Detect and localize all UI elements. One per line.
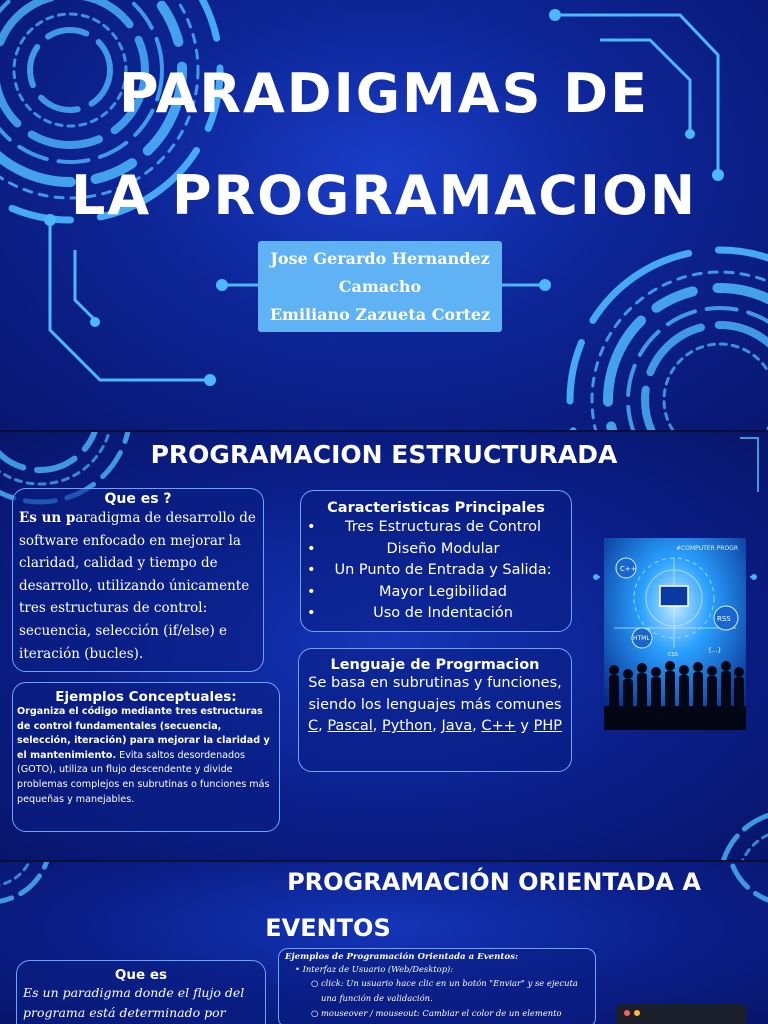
monitor-icon [660,586,688,606]
lang-link-java[interactable]: Java [441,718,473,734]
language-title: Lenguaje de Progrmacion [330,657,540,673]
language-box [298,648,572,772]
section-heading-line-1: PROGRAMACIÓN ORIENTADA A [287,868,701,896]
comma: , [472,718,477,734]
lang-link-cpp[interactable]: C++ [481,718,516,734]
label-code: {...} [708,647,722,654]
list-item: • Diseño Modular [301,539,571,561]
comma: , [432,718,437,734]
label-cpp: C++ [620,565,637,573]
event-example-sub: ○ mouseover / mouseout: Cambiar el color de un elemento [311,1008,562,1018]
language-intro: Se basa en subrutinas y funciones, siendo los lenguajes más comunes [308,675,562,713]
what-is-title: Que es [114,967,168,983]
label-css: CSS [668,652,678,658]
event-example-sub-text: click: Un usuario hace clic en un botón "Enviar" y se ejecuta [320,978,578,988]
what-is-body: aradigma de desarrollo de software enfocado en mejorar la claridad, calidad y tiempo de desarrollo, utilizando únicamente tres estructuras de control: secuencia, selección (if/else) e iteración (bucles). [19,510,256,662]
lang-link-pascal[interactable]: Pascal [327,718,373,734]
label-rss: RSS [717,615,731,623]
section-heading-line-2: EVENTOS [265,914,391,942]
event-example-label: Interfaz de Usuario (Web/Desktop): [302,964,454,974]
what-is-text [17,983,265,1023]
features-list [301,517,571,625]
comma: , [372,718,378,734]
conjunction: y [520,718,529,734]
language-text [299,673,571,738]
what-is-lead: Es un p [19,510,76,526]
event-examples-box [278,948,596,1024]
comma: , [318,718,323,734]
window-minimize-icon [634,1010,640,1016]
author-line: Jose Gerardo Hernandez [270,249,490,268]
list-item: • Mayor Legibilidad [301,582,571,604]
lang-link-python[interactable]: Python [381,718,433,734]
what-is-text [13,507,263,665]
list-item: • Uso de Indentación [301,603,571,625]
event-example-sub-text: mouseover / mouseout: Cambiar el color de un elemento [320,1008,562,1018]
author-line: Emiliano Zazueta Cortez [269,305,491,324]
event-example-sub: ○ click: Un usuario hace clic en un botón "Enviar" y se ejecuta [311,978,578,988]
what-is-box [16,960,266,1024]
label-html: HTML [633,635,650,642]
what-is-box [12,488,264,672]
what-is-line: programa está determinado por [23,1005,226,1020]
features-box [300,490,572,632]
author-line: Camacho [338,277,422,296]
event-example-item: • Interfaz de Usuario (Web/Desktop): [295,964,454,974]
title-slide [0,0,768,430]
examples-title: Ejemplos Conceptuales: [55,689,237,705]
code-window [616,1004,746,1024]
event-example-sub-cont: una función de validación. [321,993,433,1003]
image-caption: #COMPUTER PROGR [676,545,738,552]
section-heading: PROGRAMACION ESTRUCTURADA [150,440,618,469]
lang-link-php[interactable]: PHP [533,718,562,734]
event-examples-title: Ejemplos de Programación Orientada a Eventos: [285,952,519,962]
examples-body-main: Organiza el código mediante tres estructuras de control fundamentales (secuencia, selección, iteración) para mejorar la claridad y el mantenimiento. [17,706,270,761]
examples-text [13,705,279,807]
what-is-title: Que es ? [104,491,172,507]
examples-box [12,682,280,832]
list-item: • Un Punto de Entrada y Salida: [301,560,571,582]
lang-link-c[interactable]: C [308,718,319,734]
what-is-line: Es un paradigma donde el flujo del [23,985,245,1000]
title-line-1: PARADIGMAS DE [119,62,649,125]
list-item: • Tres Estructuras de Control [301,517,571,539]
title-line-2: LA PROGRAMACION [70,164,698,227]
authors-box [258,241,502,332]
computer-programming-image [604,538,746,730]
features-title: Caracteristicas Principales [327,500,545,516]
examples-body-rest: Evita saltos desordenados (GOTO), utiliza un flujo descendente y divide problemas complejos en subrutinas o funciones más pequeñas y manejables. [17,749,270,805]
window-close-icon [624,1010,630,1016]
